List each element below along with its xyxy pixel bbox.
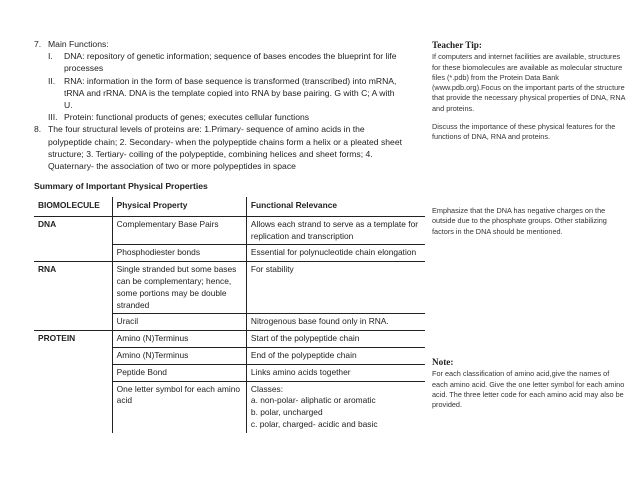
sub-item-line: RNA: information in the form of base sequence is transformed (transcribed) into mRNA, [64, 75, 397, 86]
classes-line: Classes: [250, 383, 284, 394]
cell-biomolecule: DNA [38, 218, 57, 229]
cell-biomolecule [34, 314, 112, 331]
cell-relevance: Essential for polynucleotide chain elongation [246, 245, 425, 262]
sub-item-line: processes [64, 63, 104, 74]
cell-relevance: Links amino acids together [246, 364, 425, 381]
classes-line: b. polar, uncharged [250, 407, 323, 418]
table-header-row [34, 197, 425, 216]
teacher-tip [432, 40, 626, 151]
cell-biomolecule [34, 381, 112, 433]
teacher-tip-text: If computers and internet facilities are available, structures for these biomolecules are available as molecular structure files (*.pdb) from the Protein Data Bank (www.pdb.org).Focus on the important parts of the structure that provide the necessary physical properties of DNA, RNA and proteins. [432, 52, 626, 113]
cell-biomolecule [34, 245, 112, 262]
teacher-tip-text: Discuss the importance of these physical features for the functions of DNA, RNA and proteins. [432, 122, 616, 142]
properties-table [34, 197, 425, 433]
item-text: Main Functions: [48, 39, 109, 49]
cell-relevance: For stability [246, 262, 425, 314]
sub-item-line: Protein: functional products of genes; executes cellular functions [64, 112, 310, 123]
classes-line: c. polar, charged- acidic and basic [250, 418, 378, 429]
table-row [34, 381, 425, 433]
cell-property: Amino (N)Terminus [112, 347, 246, 364]
item-number: 7. [34, 39, 42, 49]
roman-numeral: II. [48, 75, 56, 86]
header-physical-property: Physical Property [112, 197, 246, 216]
header-functional-relevance: Functional Relevance [246, 197, 425, 216]
cell-property: Complementary Base Pairs [112, 216, 246, 245]
sub-item-dna [34, 50, 424, 74]
summary-heading: Summary of Important Physical Properties [34, 181, 208, 191]
cell-biomolecule [34, 364, 112, 381]
cell-property: Peptide Bond [112, 364, 246, 381]
list-item-7 [34, 38, 424, 50]
table-row [34, 314, 425, 331]
cell-relevance: Allows each strand to serve as a template for replication and transcription [246, 216, 425, 245]
cell-relevance: Nitrogenous base found only in RNA. [246, 314, 425, 331]
table-row [34, 347, 425, 364]
sub-item-line: tRNA and rRNA. DNA is the template copied into RNA by base pairing. G with C; A with [64, 87, 395, 98]
table-row [34, 245, 425, 262]
table-row [34, 262, 425, 314]
table-row [34, 364, 425, 381]
roman-numeral: III. [48, 112, 58, 123]
sub-item-line: DNA: repository of genetic information; sequence of bases encodes the blueprint for life [64, 51, 397, 62]
note-title: Note: [432, 357, 454, 367]
list-item-8 [34, 123, 424, 172]
cell-property: Phosphodiester bonds [112, 245, 246, 262]
cell-property: Uracil [112, 314, 246, 331]
roman-numeral: I. [48, 51, 53, 62]
cell-biomolecule: PROTEIN [38, 333, 76, 344]
item-line: structure; 3. Tertiary- coiling of the polypeptide, combining helices and sheet forms; 4. [48, 148, 373, 159]
cell-relevance: End of the polypeptide chain [246, 347, 425, 364]
header-biomolecule: BIOMOLECULE [34, 197, 112, 216]
item-line: Quaternary- the association of two or more polypeptides in space [48, 161, 296, 172]
cell-biomolecule [34, 347, 112, 364]
sub-item-line: U. [64, 100, 73, 111]
cell-relevance-classes [246, 381, 425, 433]
table-row [34, 331, 425, 348]
classes-line: a. non-polar- aliphatic or aromatic [250, 395, 376, 406]
item-line: polypeptide chain; 2. Secondary- when the polypeptide chains form a helix or a pleated sheet [48, 136, 403, 147]
teacher-tip-title: Teacher Tip: [432, 40, 482, 50]
table-row [34, 216, 425, 245]
note-box [432, 357, 626, 418]
cell-property: One letter symbol for each amino acid [112, 381, 246, 433]
note-text: For each classification of amino acid,give the names of each amino acid. Give the one letter symbol for each amino acid. The three letter code for each amino acid may also be provided. [432, 369, 625, 410]
sub-item-rna [34, 75, 424, 112]
emphasize-note [432, 206, 626, 245]
cell-property: Amino (N)Terminus [112, 331, 246, 348]
item-line: The four structural levels of proteins are: 1.Primary- sequence of amino acids in the [48, 124, 365, 135]
cell-property: Single stranded but some bases can be complementary; hence, some portions may be double stranded [112, 262, 246, 314]
sub-item-protein [34, 111, 424, 123]
main-content [34, 38, 424, 172]
cell-biomolecule: RNA [38, 264, 57, 275]
cell-relevance: Start of the polypeptide chain [246, 331, 425, 348]
item-number: 8. [34, 124, 42, 135]
emphasize-text: Emphasize that the DNA has negative charges on the outside due to the phosphate groups. Other stabilizing factors in the DNA should be mentioned. [432, 206, 607, 236]
